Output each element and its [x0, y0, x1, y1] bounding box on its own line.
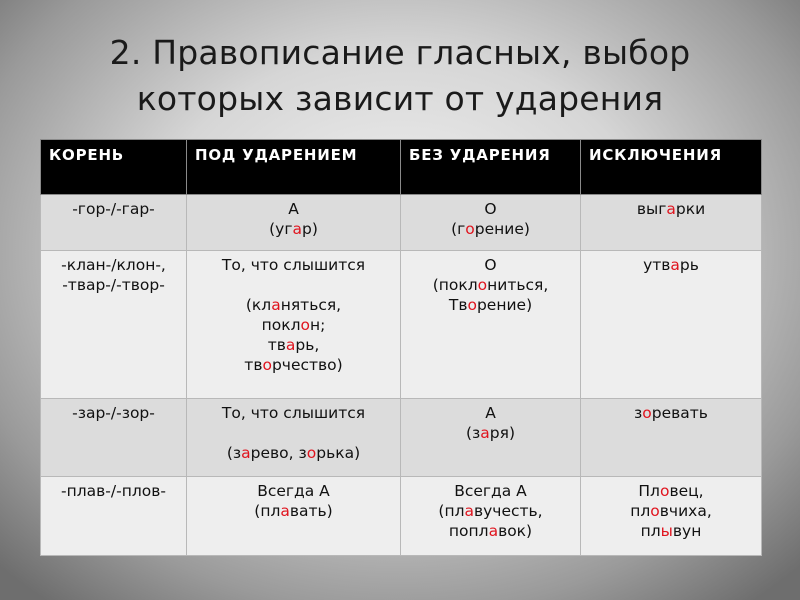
text-segment: тв — [267, 336, 286, 354]
text-segment: рение) — [476, 296, 533, 314]
cell-line — [406, 219, 575, 239]
stressed-vowel: а — [670, 256, 680, 274]
cell-line — [192, 295, 395, 315]
stressed-vowel: о — [642, 404, 652, 422]
text-segment: А — [485, 404, 496, 422]
stressed-vowel: а — [241, 444, 251, 462]
stressed-vowel: о — [477, 276, 488, 294]
cell-line — [406, 199, 575, 219]
cell-line — [586, 255, 756, 275]
text-segment: А — [288, 200, 299, 218]
cell-line — [192, 335, 395, 355]
cell-line — [192, 199, 395, 219]
header-stressed: ПОД УДАРЕНИЕМ — [187, 140, 401, 195]
cell-unstressed — [401, 399, 581, 477]
cell-line — [192, 481, 395, 501]
stressed-vowel: а — [666, 200, 676, 218]
text-segment: Пл — [638, 482, 660, 500]
cell-line — [586, 501, 756, 521]
text-segment: покл — [261, 316, 301, 334]
cell-line — [406, 275, 575, 295]
text-segment: рь — [679, 256, 699, 274]
slide-title-line-2: которых зависит от ударения — [136, 79, 664, 118]
stressed-vowel: а — [280, 502, 290, 520]
text-segment: пл — [640, 522, 661, 540]
cell-stressed — [187, 195, 401, 251]
text-segment: (з — [465, 424, 481, 442]
text-segment: попл — [448, 522, 489, 540]
cell-line — [586, 521, 756, 541]
stressed-vowel: о — [306, 444, 317, 462]
text-segment: Тв — [448, 296, 468, 314]
cell-line — [586, 481, 756, 501]
slide-title-line-1: 2. Правописание гласных, выбор — [109, 33, 691, 72]
cell-line — [406, 521, 575, 541]
cell-root: -зар-/-зор- — [41, 399, 187, 477]
text-segment: н; — [310, 316, 326, 334]
cell-line — [406, 295, 575, 315]
text-segment: тв — [244, 356, 263, 374]
stressed-vowel: о — [467, 296, 477, 314]
cell-line — [406, 423, 575, 443]
cell-root: -плав-/-плов- — [41, 477, 187, 556]
header-exceptions: ИСКЛЮЧЕНИЯ — [581, 140, 762, 195]
text-segment: (пл — [254, 502, 281, 520]
cell-line — [192, 423, 395, 443]
stressed-vowel: а — [480, 424, 490, 442]
cell-line — [192, 255, 395, 275]
text-segment: (з — [226, 444, 242, 462]
text-segment: рки — [675, 200, 706, 218]
cell-line — [192, 315, 395, 335]
text-segment: рь, — [295, 336, 320, 354]
stressed-vowel: о — [300, 316, 310, 334]
text-segment: О — [484, 256, 497, 274]
text-segment: вун — [672, 522, 702, 540]
text-segment: утв — [643, 256, 671, 274]
cell-line — [192, 219, 395, 239]
cell-stressed — [187, 477, 401, 556]
text-segment: (г — [451, 220, 466, 238]
cell-line — [406, 255, 575, 275]
cell-root: -гор-/-гар- — [41, 195, 187, 251]
table-row — [41, 195, 762, 251]
stressed-vowel: а — [271, 296, 281, 314]
text-segment: ниться, — [487, 276, 549, 294]
text-segment: р) — [301, 220, 318, 238]
text-segment: (покл — [432, 276, 478, 294]
cell-exceptions — [581, 195, 762, 251]
table-row — [41, 399, 762, 477]
cell-stressed — [187, 251, 401, 399]
slide-title — [40, 30, 760, 122]
cell-line — [192, 355, 395, 375]
stressed-vowel: а — [464, 502, 474, 520]
stressed-vowel: а — [285, 336, 296, 354]
text-segment: То, что слышится — [221, 404, 366, 422]
stressed-vowel: о — [650, 502, 660, 520]
text-segment: выг — [636, 200, 667, 218]
text-segment: рчество) — [271, 356, 343, 374]
text-segment: вать) — [289, 502, 333, 520]
text-segment: То, что слышится — [221, 256, 366, 274]
cell-exceptions — [581, 399, 762, 477]
cell-line — [192, 501, 395, 521]
text-segment: ревать — [651, 404, 708, 422]
table-header-row — [41, 140, 762, 195]
stressed-vowel: о — [465, 220, 475, 238]
table-row — [41, 251, 762, 399]
text-segment: (кл — [245, 296, 272, 314]
text-segment: Всегда А — [454, 482, 527, 500]
text-segment: Всегда А — [257, 482, 330, 500]
text-segment: з — [634, 404, 643, 422]
table-row — [41, 477, 762, 556]
text-segment: ря) — [489, 424, 515, 442]
text-segment: вец, — [669, 482, 704, 500]
cell-exceptions — [581, 477, 762, 556]
header-unstressed: БЕЗ УДАРЕНИЯ — [401, 140, 581, 195]
cell-line — [586, 199, 756, 219]
text-segment: вок) — [498, 522, 533, 540]
text-segment: рево, з — [250, 444, 307, 462]
cell-line — [192, 443, 395, 463]
text-segment: пл — [630, 502, 651, 520]
cell-line — [192, 403, 395, 423]
cell-root: -клан-/клон-, -твар-/-твор- — [41, 251, 187, 399]
text-segment: вчиха, — [659, 502, 712, 520]
header-root: КОРЕНЬ — [41, 140, 187, 195]
text-segment: О — [484, 200, 497, 218]
cell-line — [406, 501, 575, 521]
text-segment: (уг — [269, 220, 293, 238]
spelling-rules-table — [40, 139, 762, 556]
stressed-vowel: о — [659, 482, 670, 500]
stressed-vowel: а — [292, 220, 302, 238]
text-segment: (пл — [438, 502, 465, 520]
stressed-vowel: о — [262, 356, 272, 374]
stressed-vowel: ы — [660, 522, 673, 540]
text-segment: вучесть, — [473, 502, 543, 520]
cell-unstressed — [401, 477, 581, 556]
text-segment: рение) — [474, 220, 530, 238]
cell-line — [406, 481, 575, 501]
cell-line — [192, 275, 395, 295]
cell-unstressed — [401, 251, 581, 399]
cell-line — [586, 403, 756, 423]
cell-line — [406, 403, 575, 423]
text-segment: рька) — [316, 444, 361, 462]
text-segment: няться, — [280, 296, 342, 314]
cell-exceptions — [581, 251, 762, 399]
cell-stressed — [187, 399, 401, 477]
cell-unstressed — [401, 195, 581, 251]
stressed-vowel: а — [488, 522, 499, 540]
